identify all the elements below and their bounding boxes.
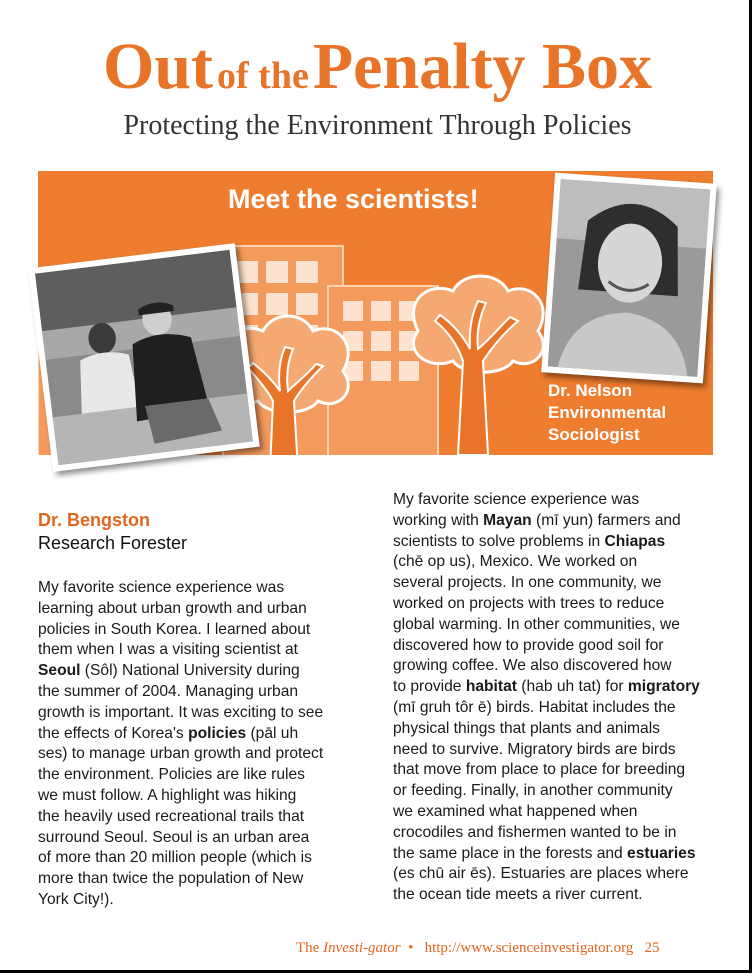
text-line [393,532,738,553]
text-line: crocodiles and fishermen wanted to be in [393,823,677,841]
text-line: or feeding. Finally, in another community [393,782,673,800]
vocab-term: Chiapas [604,532,666,550]
photo-bengston-image [35,250,253,465]
text-line: of more than 20 million people (which is [38,849,312,867]
text-segment: working with [393,511,484,529]
page-number: 25 [644,940,660,956]
text-line: several projects. In one community, we [393,574,662,592]
text-line: (es chū air ēs). Estuaries are places where [393,865,689,883]
tree-2-trunk [435,301,518,455]
text-line: York City!). [38,890,114,908]
text-line: the summer of 2004. Managing urban [38,682,299,700]
text-line: them when I was a visiting scientist at [38,641,299,659]
page-subtitle: Protecting the Environment Through Policies [123,110,632,141]
text-line: we examined what happened when [393,802,638,820]
text-segment: (pāl uh [246,724,299,742]
text-line: that move from place to place for breeding [393,761,686,779]
text-line: policies in South Korea. I learned about [38,620,311,638]
title-penalty-box: Penalty Box [312,30,652,103]
footer-prefix: The [296,940,324,956]
text-line [38,724,383,745]
page-title [0,30,755,103]
text-segment: scientists to solve problems in [393,532,605,550]
text-line: global warming. In other communities, we [393,615,680,633]
text-line: worked on projects with trees to reduce [393,594,665,612]
text-segment: (mī yun) farmers and [531,511,681,529]
text-line: (chē op us), Mexico. We worked on [393,553,638,571]
bengston-story [38,578,383,911]
text-line: the environment. Policies are like rules [38,766,305,784]
nelson-role-2: Sociologist [548,425,640,444]
text-line [393,511,738,532]
page-footer [296,940,660,957]
bengston-name: Dr. Bengston [38,510,151,530]
text-segment: to provide [393,678,466,696]
photo-nelson [541,173,717,384]
vocab-term: migratory [627,678,700,696]
text-segment: the effects of Korea's [38,724,189,742]
text-line: surround Seoul. Seoul is an urban area [38,828,310,846]
text-line: growth is important. It was exciting to see [38,703,324,721]
text-line: the heavily used recreational trails that [38,807,305,825]
text-line [38,661,383,682]
text-line: learning about urban growth and urban [38,599,307,617]
title-out: Out [103,30,214,103]
footer-url[interactable]: http://www.scienceinvestigator.org [424,940,634,956]
nelson-story [393,490,738,906]
vocab-term: habitat [465,678,517,696]
nelson-caption [548,380,666,446]
text-line: the ocean tide meets a river current. [393,886,643,904]
text-segment: (Sôl) National University during [80,662,300,680]
text-line: growing coffee. We also discovered how [393,657,672,675]
vocab-term: Seoul [38,662,81,680]
text-line: My favorite science experience was [38,579,285,596]
nelson-name: Dr. Nelson [548,381,633,400]
banner-heading: Meet the scientists! [228,184,479,214]
photo-bengston [28,243,259,472]
text-segment: the same place in the forests and [393,844,628,862]
text-line: more than twice the population of New [38,870,304,888]
text-line: My favorite science experience was [393,491,640,508]
footer-bullet: • [408,940,414,956]
vocab-term: estuaries [627,844,696,862]
text-line [393,844,738,865]
text-line: ses) to manage urban growth and protect [38,745,324,763]
text-segment: (hab uh tat) for [516,678,628,696]
photo-nelson-image [548,179,711,377]
title-of-the: of the [217,55,309,97]
text-line: (mī gruh tôr ē) birds. Habitat includes the [393,698,676,716]
vocab-term: Mayan [483,511,532,529]
bengston-title: Research Forester [38,533,188,553]
nelson-role-1: Environmental [548,403,667,422]
vocab-term: policies [188,724,247,742]
text-line: discovered how to provide good soil for [393,636,664,654]
text-line [393,677,738,698]
text-line: physical things that plants and animals [393,719,660,737]
footer-magazine: Investi-gator [323,940,401,956]
text-line: need to survive. Migratory birds are birds [393,740,676,758]
text-line: we must follow. A highlight was hiking [38,786,297,804]
